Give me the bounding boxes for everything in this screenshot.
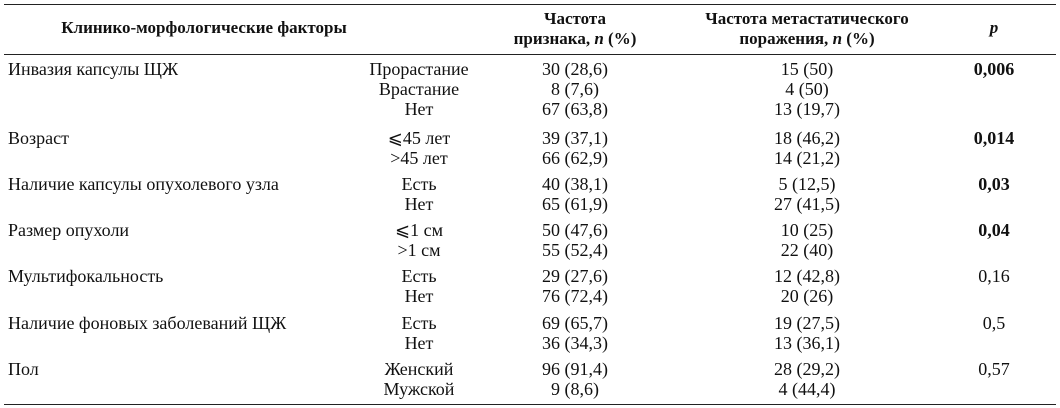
frequency-cell: 69 (65,7) [542,313,608,333]
metastatic-cell: 4 (50) [785,79,829,99]
factor-group [4,220,1056,264]
p-value-cell: 0,57 [978,359,1010,379]
frequency-cell: 67 (63,8) [542,99,608,119]
frequency-cell: 39 (37,1) [542,128,608,148]
subcategory-label: Прорастание [369,59,469,79]
metastatic-cell: 14 (21,2) [774,148,840,168]
subcategory-label: Нет [404,333,434,353]
frequency-cell: 40 (38,1) [542,174,608,194]
metastatic-cell: 19 (27,5) [774,313,840,333]
frequency-cell: 76 (72,4) [542,286,608,306]
metastatic-cell: 20 (26) [780,286,834,306]
frequency-cell: 96 (91,4) [542,359,608,379]
frequency-cell: 9 (8,6) [551,379,599,399]
header-metastatic-line2 [672,29,942,49]
header-metastatic-n: n [832,29,843,48]
header-metastatic-text: поражения, [739,29,833,48]
factor-group [4,313,1056,357]
subcategory-label: >45 лет [390,148,448,168]
subcategory-label: Женский [384,359,454,379]
factor-group [4,266,1056,310]
header-factors: Клинико-морфологические факторы [61,18,347,37]
header-frequency-text: признака, [513,29,595,48]
header-metastatic-percent: (%) [842,29,875,48]
factor-group [4,59,1056,123]
metastatic-cell: 13 (19,7) [774,99,840,119]
frequency-cell: 50 (47,6) [542,220,608,240]
factor-group [4,359,1056,403]
header-p-value: p [989,18,999,37]
frequency-cell: 55 (52,4) [542,240,608,260]
p-value-cell: 0,03 [978,174,1010,194]
header-metastatic-line1: Частота метастатического [705,9,909,28]
factor-group [4,174,1056,218]
subcategory-label: ⩽1 см [395,220,443,240]
factor-label: Мультифокальность [8,266,164,286]
factor-label: Инвазия капсулы ЩЖ [8,59,179,79]
frequency-cell: 36 (34,3) [542,333,608,353]
table-bottom-rule [4,404,1056,405]
frequency-cell: 65 (61,9) [542,194,608,214]
metastatic-cell: 12 (42,8) [774,266,840,286]
metastatic-cell: 27 (41,5) [774,194,840,214]
subcategory-label: Нет [404,194,434,214]
subcategory-label: Врастание [378,79,460,99]
metastatic-cell: 13 (36,1) [774,333,840,353]
subcategory-label: >1 см [397,240,441,260]
p-value-cell: 0,5 [982,313,1006,333]
subcategory-label: Нет [404,286,434,306]
header-metastatic [672,9,942,49]
subcategory-label: Мужской [383,379,455,399]
frequency-cell: 8 (7,6) [551,79,599,99]
p-value-cell: 0,04 [978,220,1010,240]
metastatic-cell: 15 (50) [780,59,834,79]
frequency-cell: 66 (62,9) [542,148,608,168]
subcategory-label: Есть [401,266,437,286]
factor-label: Возраст [8,128,69,148]
subcategory-label: ⩽45 лет [387,128,451,148]
p-value-cell: 0,16 [978,266,1010,286]
metastatic-cell: 18 (46,2) [774,128,840,148]
table-top-rule [4,4,1056,5]
factor-label: Размер опухоли [8,220,130,240]
metastatic-cell: 28 (29,2) [774,359,840,379]
p-value-cell: 0,014 [973,128,1015,148]
subcategory-label: Есть [401,174,437,194]
metastatic-cell: 10 (25) [780,220,834,240]
factor-label: Наличие капсулы опухолевого узла [8,174,279,194]
subcategory-label: Есть [401,313,437,333]
metastatic-cell: 22 (40) [780,240,834,260]
subcategory-label: Нет [404,99,434,119]
metastatic-cell: 4 (44,4) [778,379,836,399]
metastatic-cell: 5 (12,5) [778,174,836,194]
factor-label: Наличие фоновых заболеваний ЩЖ [8,313,287,333]
header-frequency-percent: (%) [603,29,637,48]
frequency-cell: 30 (28,6) [542,59,608,79]
header-frequency-line2 [490,29,660,49]
header-frequency-line1: Частота [544,9,606,28]
factor-group [4,128,1056,172]
factor-label: Пол [8,359,39,379]
frequency-cell: 29 (27,6) [542,266,608,286]
header-frequency-n: n [594,29,604,48]
p-value-cell: 0,006 [973,59,1015,79]
header-bottom-rule [4,54,1056,55]
header-frequency [490,9,660,49]
